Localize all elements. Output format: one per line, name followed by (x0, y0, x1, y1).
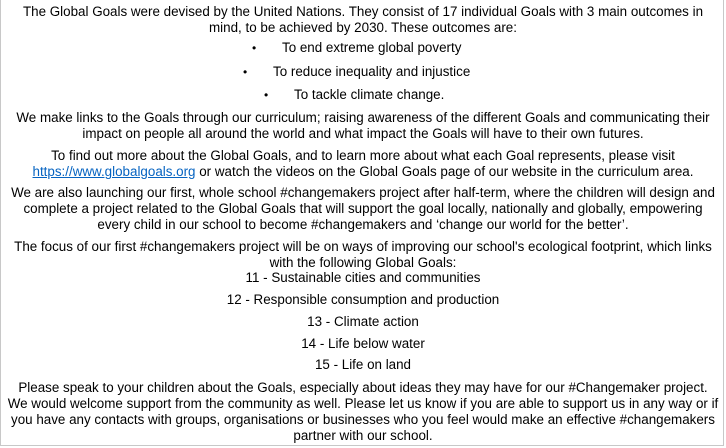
intro-line-1: The Global Goals were devised by the United Nations. They consist of 17 individual Goals with 3 main outcomes in (22, 4, 704, 19)
launch-line-2: complete a project related to the Global Goals that will support the goal locally, nationally and globally, empowering (23, 201, 703, 216)
intro-paragraph (7, 4, 719, 36)
curriculum-line-1: We make links to the Goals through our curriculum; raising awareness of the different Goals and communicating their (16, 110, 710, 125)
bullet-icon: • (264, 88, 269, 102)
find-out-line-2 (7, 164, 719, 180)
curriculum-line-2: impact on people all around the world and what impact the Goals will have to their own futures. (82, 126, 644, 141)
focus-paragraph (7, 239, 719, 271)
goal-item-11: 11 - Sustainable cities and communities (245, 270, 481, 285)
goal-item-13: 13 - Climate action (307, 314, 419, 329)
launch-line-1: We are also launching our first, whole school #changemakers project after half-term, where the children will design and (11, 185, 715, 200)
focus-line-2: with the following Global Goals: (269, 255, 457, 270)
outcome-item-3 (264, 87, 444, 103)
closing-line-4: partner with our school. (293, 428, 433, 443)
outcome-text-2: To reduce inequality and injustice (273, 64, 471, 79)
closing-line-1: Please speak to your children about the Goals, especially about ideas they may have for our #Changemaker project. (18, 380, 708, 395)
closing-line-2: We would welcome support from the community as well. Please let us know if you are able to support us in any way or if (7, 396, 719, 411)
launch-line-3: every child in our school to become #changemakers and ‘change our world for the better’. (97, 217, 629, 232)
find-out-line-1: To find out more about the Global Goals, and to learn more about what each Goal represents, please visit (51, 148, 675, 163)
bullet-icon: • (243, 65, 248, 79)
closing-paragraph (7, 380, 719, 444)
globalgoals-link[interactable]: https://www.globalgoals.org (32, 164, 196, 179)
outcome-text-1: To end extreme global poverty (282, 40, 462, 55)
goal-item-14: 14 - Life below water (301, 336, 425, 351)
intro-line-2: mind, to be achieved by 2030. These outcomes are: (209, 20, 517, 35)
find-out-paragraph (7, 148, 719, 180)
outcome-item-1 (252, 40, 461, 56)
curriculum-paragraph (7, 110, 719, 142)
find-out-line-2-rest: or watch the videos on the Global Goals page of our website in the curriculum area. (195, 164, 694, 179)
launch-paragraph (7, 185, 719, 233)
closing-line-3: you have any contacts with groups, organisations or businesses who you feel would make an effective #changemakers (11, 412, 715, 427)
bullet-icon: • (252, 41, 257, 55)
goal-item-15: 15 - Life on land (314, 357, 412, 372)
focus-line-1: The focus of our first #changemakers project will be on ways of improving our school's ecological footprint, which links (14, 239, 712, 254)
goal-item-12: 12 - Responsible consumption and production (226, 292, 500, 307)
outcome-text-3: To tackle climate change. (294, 87, 445, 102)
outcome-item-2 (243, 64, 470, 80)
